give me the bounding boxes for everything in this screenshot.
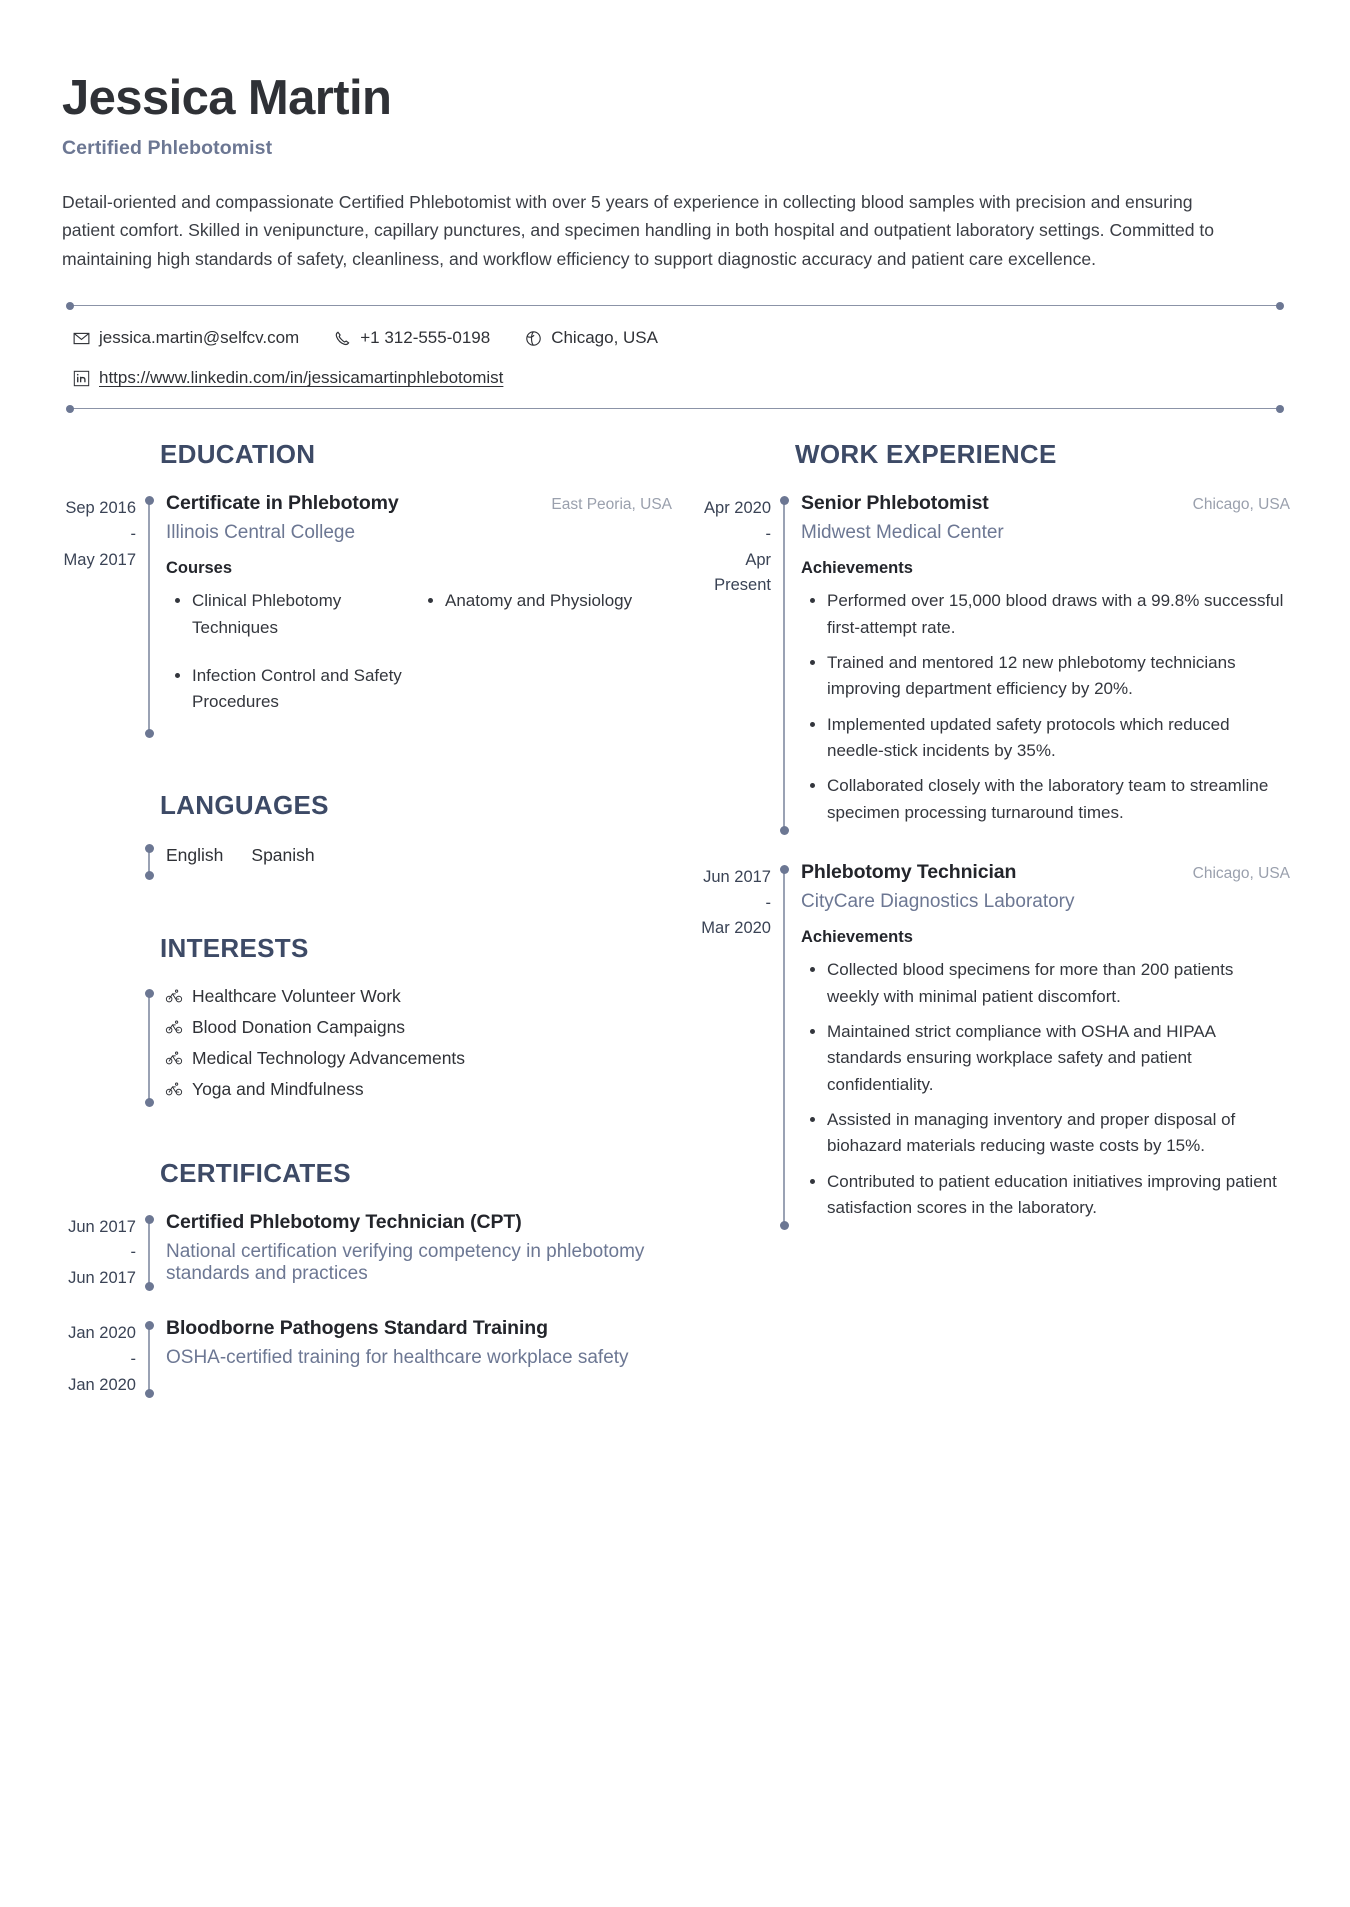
certificate-body (150, 1317, 672, 1398)
language-item: English (166, 844, 224, 865)
work-entry-body (785, 492, 1290, 835)
work-location: Chicago, USA (1192, 865, 1290, 883)
list-item: • Anatomy and Physiology (445, 588, 672, 614)
interest-item (164, 986, 465, 1007)
contact-email-value: jessica.martin@selfcv.com (99, 328, 300, 348)
education-school: Illinois Central College (166, 522, 356, 544)
date-end: Jun 2017 (68, 1268, 136, 1287)
education-entry-head (166, 492, 672, 515)
job-headline: Certified Phlebotomist (62, 136, 273, 159)
education-location: East Peoria, USA (551, 496, 672, 514)
resume-body (62, 439, 1288, 1424)
date-start: Jun 2017 (68, 1217, 136, 1236)
resume-header (62, 72, 1288, 273)
professional-summary: Detail-oriented and compassionate Certified Phlebotomist with over 5 years of experience in collecting blood samples with precision and ensuring patient comfort. Skilled in venipuncture, capillary punctures, and specimen handling in both hospital and outpatient laboratory settings. Committed to maintaining high standards of safety, cleanliness, and workflow efficiency to support diagnostic accuracy and patient care excellence. (62, 191, 1215, 269)
date-dash: - (130, 1243, 136, 1262)
certificate-dates (62, 1317, 148, 1398)
work-experience-section (685, 439, 1290, 1230)
contact-location-value: Chicago, USA (551, 328, 658, 348)
section-title-work-experience: WORK EXPERIENCE (795, 439, 1057, 470)
list-item: • Infection Control and Safety Procedures (192, 663, 419, 716)
date-dash: - (765, 524, 771, 543)
phone-icon (333, 329, 351, 347)
education-entry (62, 492, 672, 737)
work-role: Phlebotomy Technician (801, 861, 1017, 884)
work-entry-head (801, 861, 1290, 884)
achievements-label: Achievements (801, 928, 913, 947)
languages-section (62, 790, 672, 881)
achievement-item: • Assisted in managing inventory and proper disposal of biohazard materials reducing waste costs by 15%. (827, 1107, 1290, 1160)
left-column (62, 439, 672, 1424)
contact-linkedin[interactable] (72, 368, 503, 388)
certificate-name: Certified Phlebotomy Technician (CPT) (166, 1210, 522, 1233)
divider-top (70, 305, 1280, 306)
bicycle-icon (164, 1049, 183, 1068)
contact-linkedin-value: https://www.linkedin.com/in/jessicamartinphlebotomist (99, 368, 504, 388)
education-section (62, 439, 672, 737)
interest-label: Healthcare Volunteer Work (192, 985, 401, 1006)
achievement-item: • Performed over 15,000 blood draws with a 99.8% successful first-attempt rate. (827, 588, 1290, 641)
work-entries (685, 492, 1290, 1230)
divider-bottom (70, 408, 1280, 409)
timeline-rail (783, 869, 785, 1226)
globe-icon (524, 329, 542, 347)
education-entry-dates (62, 492, 148, 737)
contact-email[interactable] (72, 328, 299, 348)
bicycle-icon (164, 1018, 183, 1037)
timeline-rail (148, 1325, 150, 1394)
certificate-entry (62, 1211, 672, 1292)
contact-line-primary (72, 328, 1278, 348)
education-entry-body (150, 492, 672, 737)
achievement-item: • Trained and mentored 12 new phlebotomy technicians improving department efficiency by 20%. (827, 650, 1290, 703)
section-title-education: EDUCATION (160, 439, 316, 470)
achievement-item: • Collected blood specimens for more than 200 patients weekly with minimal patient discomfort. (827, 957, 1290, 1010)
page-title: Jessica Martin (62, 71, 392, 125)
work-entry (685, 861, 1290, 1230)
work-entry-body (785, 861, 1290, 1230)
date-dash: - (130, 1350, 136, 1369)
work-company: Midwest Medical Center (801, 522, 1004, 544)
certificate-description: National certification verifying competency in phlebotomy standards and practices (166, 1240, 645, 1284)
date-end: Mar 2020 (701, 919, 771, 938)
interests-section (62, 933, 672, 1110)
interest-item (164, 1079, 465, 1100)
date-dash: - (765, 893, 771, 912)
achievements-list (801, 588, 1290, 826)
date-start: Jun 2017 (703, 868, 771, 887)
courses-grid (166, 588, 672, 737)
education-degree: Certificate in Phlebotomy (166, 492, 399, 515)
interest-label: Blood Donation Campaigns (192, 1016, 406, 1037)
work-role: Senior Phlebotomist (801, 492, 989, 515)
courses-column-1 (166, 588, 419, 737)
date-end: Jan 2020 (68, 1375, 136, 1394)
languages-entry (62, 843, 672, 881)
interests-list (150, 986, 465, 1110)
timeline-rail (148, 849, 150, 875)
date-dash: - (130, 524, 136, 543)
date-start: Apr 2020 (704, 499, 771, 518)
contact-phone-value: +1 312-555-0198 (360, 328, 491, 348)
envelope-icon (72, 329, 90, 347)
section-title-certificates: CERTIFICATES (160, 1157, 351, 1188)
section-title-interests: INTERESTS (160, 932, 309, 963)
interest-item (164, 1017, 465, 1038)
achievement-item: • Contributed to patient education initiatives improving patient satisfaction scores in the laboratory. (827, 1169, 1290, 1222)
bicycle-icon (164, 1080, 183, 1099)
linkedin-icon (72, 369, 90, 387)
list-item: • Clinical Phlebotomy Techniques (192, 588, 419, 641)
achievement-item: • Maintained strict compliance with OSHA and HIPAA standards ensuring workplace safety and patient confidentiality. (827, 1019, 1290, 1098)
certificate-body (150, 1211, 672, 1292)
contact-location[interactable] (524, 328, 658, 348)
contact-section (62, 305, 1288, 409)
interest-label: Medical Technology Advancements (192, 1047, 466, 1068)
interest-item (164, 1048, 465, 1069)
section-title-languages: LANGUAGES (160, 789, 329, 820)
achievement-item: • Implemented updated safety protocols which reduced needle-stick incidents by 35%. (827, 712, 1290, 765)
courses-column-2 (419, 588, 672, 737)
certificates-section (62, 1158, 672, 1398)
date-start: Sep 2016 (65, 499, 136, 518)
work-company: CityCare Diagnostics Laboratory (801, 891, 1075, 913)
bicycle-icon (164, 987, 183, 1006)
certificate-entry (62, 1317, 672, 1398)
contact-phone[interactable] (333, 328, 490, 348)
certificate-name: Bloodborne Pathogens Standard Training (166, 1317, 548, 1340)
date-end: May 2017 (63, 550, 136, 569)
certificate-description: OSHA-certified training for healthcare workplace safety (166, 1347, 629, 1369)
certificates-entries (62, 1211, 672, 1398)
timeline-rail (148, 994, 150, 1102)
work-entry-head (801, 492, 1290, 515)
interest-label: Yoga and Mindfulness (192, 1078, 364, 1099)
work-dates (685, 492, 783, 835)
timeline-rail (783, 500, 785, 831)
timeline-rail (148, 1219, 150, 1288)
achievements-list (801, 957, 1290, 1221)
language-item: Spanish (251, 844, 315, 865)
achievement-item: • Collaborated closely with the laboratory team to streamline specimen processing turnaround times. (827, 773, 1290, 826)
courses-label: Courses (166, 559, 233, 578)
interests-entry (62, 986, 672, 1110)
achievements-label: Achievements (801, 559, 913, 578)
date-start: Jan 2020 (68, 1324, 136, 1343)
languages-list (150, 843, 315, 881)
right-column (685, 439, 1290, 1256)
contact-line-secondary (72, 368, 1278, 388)
work-entry (685, 492, 1290, 835)
work-location: Chicago, USA (1192, 496, 1290, 514)
work-dates (685, 861, 783, 1230)
timeline-rail (148, 500, 150, 733)
certificate-dates (62, 1211, 148, 1292)
date-end: Apr Present (714, 550, 771, 595)
